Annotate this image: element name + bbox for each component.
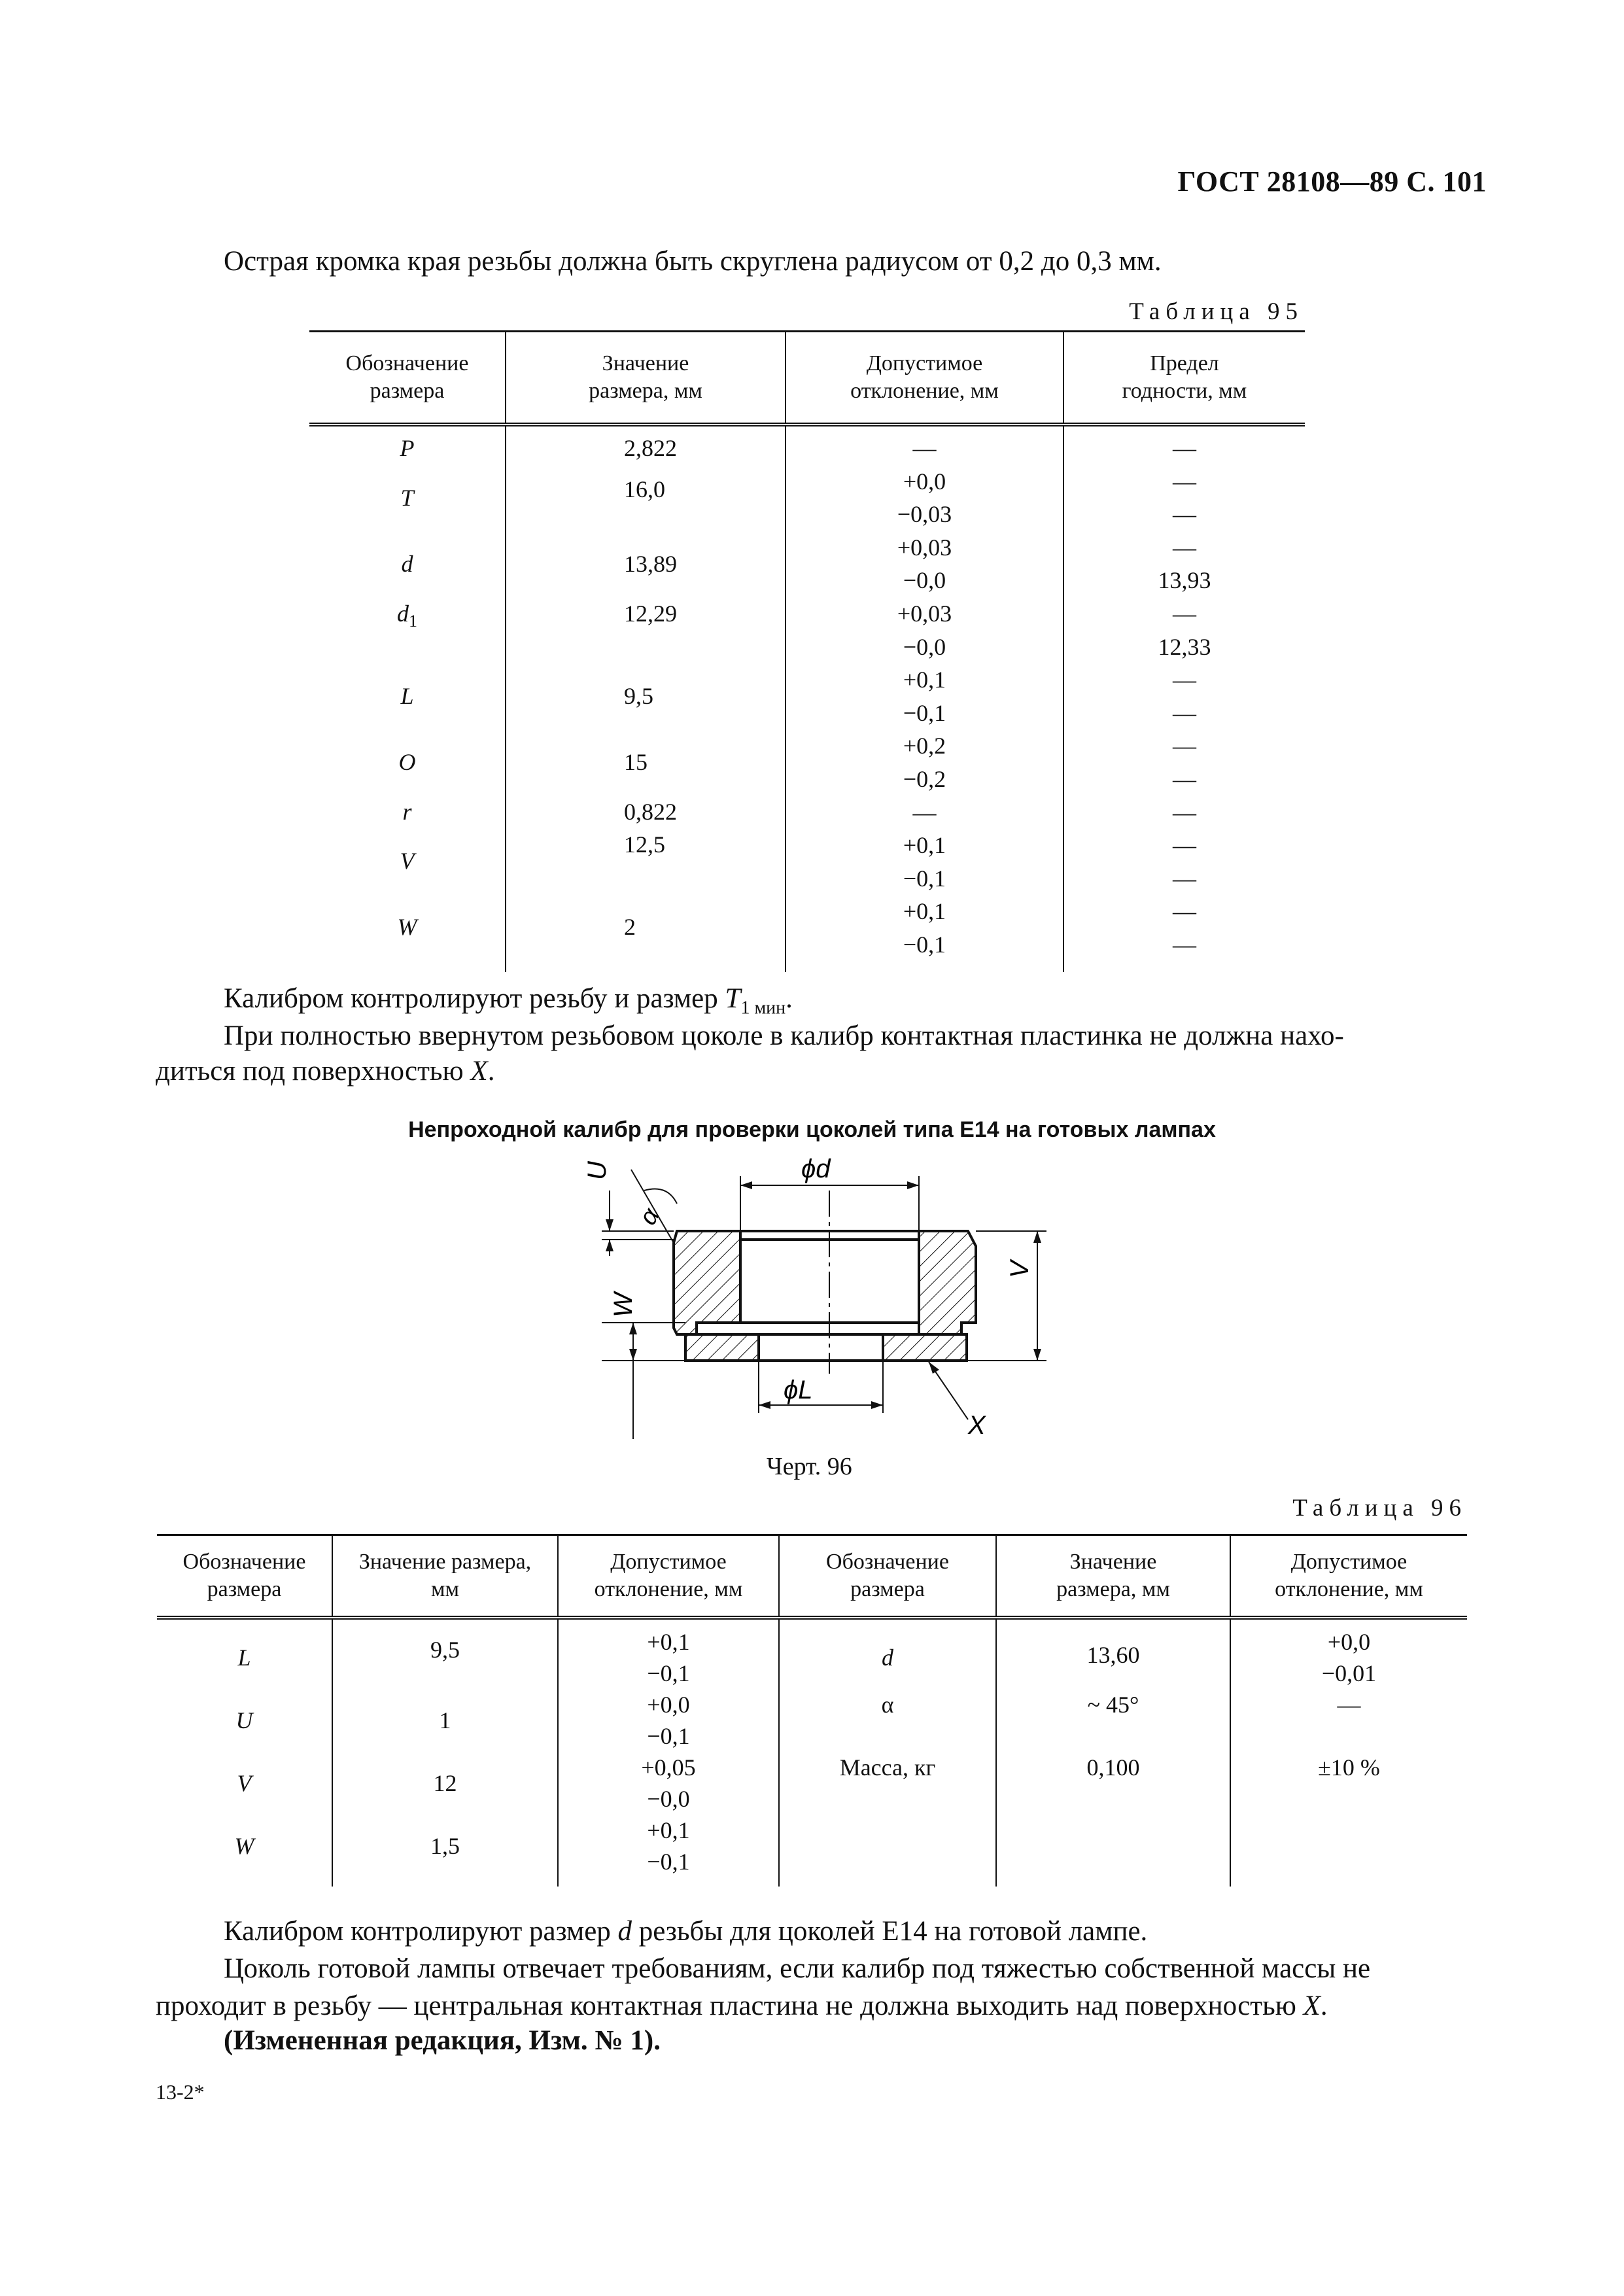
paragraph-5: Калибром контролируют размер d резьбы для цоколей Е14 на готовой лампе. (224, 1916, 1148, 1947)
page-header: ГОСТ 28108—89 С. 101 (1177, 165, 1487, 198)
t96-header-1: Обозначение размера (157, 1535, 332, 1618)
gauge-left-wall (674, 1231, 740, 1334)
label-x: X (968, 1411, 986, 1439)
t95-header-1: Обозначение размера (309, 332, 506, 425)
t96-header-5: Значение размера, мм (996, 1535, 1230, 1618)
table-96-caption: Таблица 96 (1292, 1495, 1467, 1522)
gauge-right-wall (919, 1231, 976, 1334)
label-w: W (609, 1293, 638, 1317)
t96-symbol2-column: d α Масса, кг (779, 1618, 996, 1887)
label-v: V (1005, 1261, 1034, 1278)
page-footer: 13-2* (156, 2080, 205, 2104)
table-95-caption: Таблица 95 (1129, 298, 1304, 325)
paragraph-6-cont: проходит в резьбу — центральная контактная пластина не должна выходить над поверхностью X. (156, 1991, 1328, 2021)
t96-value2-column: 13,60 ~ 45° 0,100 (996, 1618, 1230, 1887)
t96-deviation2-column: +0,0 −0,01 — ±10 % (1230, 1618, 1467, 1887)
gauge-base-right (883, 1334, 967, 1361)
t95-value-column: 2,822 16,0 13,89 12,29 9,5 15 0,822 12,5 2 (506, 425, 786, 972)
t95-header-4: Предел годности, мм (1063, 332, 1305, 425)
t95-symbol-column: P T d $d_1$ L O r V W (397, 435, 417, 941)
label-d: ϕd (801, 1155, 831, 1183)
paragraph-6: Цоколь готовой лампы отвечает требованиям, если калибр под тяжестью собственной массы не (224, 1953, 1371, 1984)
label-alpha: α (634, 1204, 665, 1230)
t95-limit-column: — — — — 13,93 — 12,33 — — — — — — — — — (1063, 425, 1305, 972)
paragraph-3: При полностью ввернутом резьбовом цоколе в калибр контактная пластинка не должна нахо- (224, 1020, 1344, 1051)
paragraph-1: Острая кромка края резьбы должна быть скруглена радиусом от 0,2 до 0,3 мм. (224, 246, 1162, 277)
t96-deviation-column: +0,1 −0,1 +0,0 −0,1 +0,05 −0,0 +0,1 −0,1 (558, 1618, 779, 1887)
drawing-caption: Черт. 96 (767, 1453, 852, 1480)
t96-header-2: Значение размера, мм (332, 1535, 558, 1618)
paragraph-3-cont: диться под поверхностью X. (156, 1056, 495, 1087)
paragraph-2: Калибром контролируют резьбу и размер $T_{1 мин}$. (224, 983, 793, 1018)
section-title: Непроходной калибр для проверки цоколей типа Е14 на готовых лампах (408, 1117, 1216, 1142)
t96-header-3: Допустимое отклонение, мм (558, 1535, 779, 1618)
label-l: ϕL (784, 1376, 813, 1404)
gauge-base-left (685, 1334, 759, 1361)
t96-value-column: 9,5 1 12 1,5 (332, 1618, 558, 1887)
label-u: U (583, 1161, 612, 1180)
table-96 (157, 1534, 1467, 1887)
table-95 (309, 330, 1305, 972)
t95-deviation-column: — +0,0 −0,03 +0,03 −0,0 +0,03 −0,0 +0,1 −0,1 +0,2 −0,2 — +0,1 −0,1 +0,1 −0,1 (786, 425, 1063, 972)
t95-header-3: Допустимое отклонение, мм (786, 332, 1063, 425)
gauge-drawing (576, 1151, 1073, 1439)
t95-header-2: Значение размера, мм (506, 332, 786, 425)
t96-header-4: Обозначение размера (779, 1535, 996, 1618)
t96-symbol-column: L U V W (234, 1644, 254, 1859)
t96-header-6: Допустимое отклонение, мм (1230, 1535, 1467, 1618)
amendment-note: (Измененная редакция, Изм. № 1). (224, 2025, 661, 2056)
